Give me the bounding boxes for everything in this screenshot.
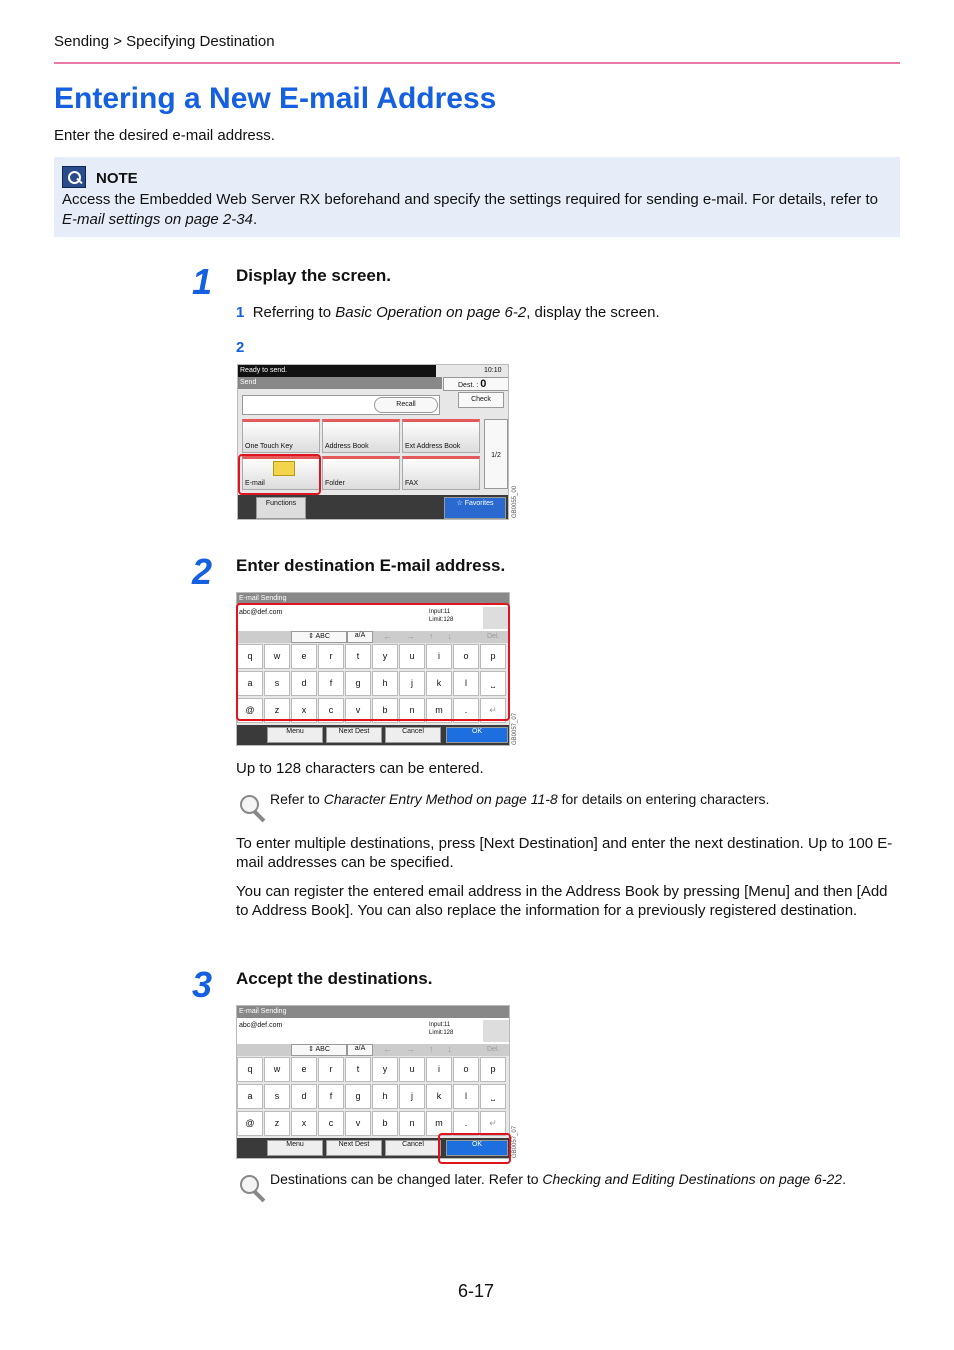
note-link[interactable]: E-mail settings on page 2-34: [62, 211, 253, 228]
cursor-arrows[interactable]: ←→↑↓: [383, 631, 466, 641]
kb-mode-row: [237, 1044, 510, 1056]
key-1-7[interactable]: u: [399, 644, 425, 669]
next-dest-button[interactable]: Next Dest: [326, 1140, 382, 1156]
step-3-number: 3: [192, 964, 213, 1005]
space-key[interactable]: ⎵: [480, 1084, 506, 1109]
key-2-1[interactable]: a: [237, 671, 263, 696]
key-1-6[interactable]: y: [372, 1057, 398, 1082]
clock: 10:10: [484, 367, 502, 374]
key-3-8[interactable]: m: [426, 1111, 452, 1136]
star-icon: ☆: [456, 500, 465, 507]
key-2-3[interactable]: d: [291, 1084, 317, 1109]
breadcrumb: Sending > Specifying Destination: [54, 33, 275, 50]
key-2-9[interactable]: l: [453, 671, 479, 696]
note-text: Access the Embedded Web Server RX beforehand and specify the settings required for sending e-mail. For details, refer to E-mail settings on page 2-34.: [62, 191, 878, 228]
char-entry-link[interactable]: Character Entry Method on page 11-8: [323, 791, 558, 807]
key-3-2[interactable]: z: [264, 1111, 290, 1136]
basic-operation-link[interactable]: Basic Operation on page 6-2: [335, 304, 527, 321]
key-2-5[interactable]: g: [345, 671, 371, 696]
key-3-1[interactable]: @: [237, 1111, 263, 1136]
key-2-2[interactable]: s: [264, 671, 290, 696]
menu-button[interactable]: Menu: [267, 727, 323, 743]
key-1-8[interactable]: i: [426, 1057, 452, 1082]
menu-button[interactable]: Menu: [267, 1140, 323, 1156]
screen-code: GB0055_00: [512, 485, 518, 518]
magnifier-icon: [237, 793, 267, 825]
key-2-4[interactable]: f: [318, 1084, 344, 1109]
dest-counter: Dest. : 0: [443, 377, 509, 391]
page-scroller[interactable]: [484, 419, 508, 489]
limit-text: Up to 128 characters can be entered.: [236, 760, 484, 777]
key-1-1[interactable]: q: [237, 1057, 263, 1082]
key-3-5[interactable]: v: [345, 698, 371, 723]
key-3-1[interactable]: @: [237, 698, 263, 723]
checking-link[interactable]: Checking and Editing Destinations on page 6-22: [542, 1171, 843, 1187]
key-3-2[interactable]: z: [264, 698, 290, 723]
page-number: 6-17: [458, 1281, 495, 1301]
abc-button[interactable]: ⇕ ABC: [291, 1044, 347, 1056]
key-2-1[interactable]: a: [237, 1084, 263, 1109]
key-2-5[interactable]: g: [345, 1084, 371, 1109]
kb-header: E-mail Sending: [237, 1006, 510, 1018]
multiple-dest-text: To enter multiple destinations, press [Next Destination] and enter the next destination. Up to 100 E-mail addresses can be specified.: [236, 835, 893, 871]
key-1-7[interactable]: u: [399, 1057, 425, 1082]
key-1-2[interactable]: w: [264, 644, 290, 669]
key-2-7[interactable]: j: [399, 1084, 425, 1109]
step-2-title: Enter destination E-mail address.: [236, 556, 506, 575]
enter-icon[interactable]: ↵: [480, 698, 506, 723]
key-2-8[interactable]: k: [426, 1084, 452, 1109]
ref-char-entry: Refer to Character Entry Method on page 11-8 for details on entering characters.: [270, 791, 770, 807]
kb-address: abc@def.com: [239, 1022, 283, 1029]
del-button[interactable]: Del.: [487, 1046, 500, 1053]
key-1-3[interactable]: e: [291, 644, 317, 669]
key-1-10[interactable]: p: [480, 1057, 506, 1082]
header-rule: [54, 62, 900, 64]
key-1-6[interactable]: y: [372, 644, 398, 669]
key-3-3[interactable]: x: [291, 1111, 317, 1136]
key-1-4[interactable]: r: [318, 644, 344, 669]
address-book-tile[interactable]: Address Book: [322, 419, 400, 453]
keyboard-highlight: [236, 603, 510, 721]
key-1-4[interactable]: r: [318, 1057, 344, 1082]
abc-button[interactable]: ⇕ ABC: [291, 631, 347, 643]
ref-checking: Destinations can be changed later. Refer to Checking and Editing Destinations on page 6-22.: [270, 1171, 846, 1187]
note-icon: [62, 166, 86, 188]
check-button[interactable]: Check: [458, 392, 504, 408]
mode-bar: Send: [238, 377, 442, 389]
cancel-button[interactable]: Cancel: [385, 1140, 441, 1156]
key-1-3[interactable]: e: [291, 1057, 317, 1082]
key-3-4[interactable]: c: [318, 698, 344, 723]
key-3-6[interactable]: b: [372, 698, 398, 723]
keyboard-code-2: GB0057_07: [512, 1125, 518, 1158]
key-3-6[interactable]: b: [372, 1111, 398, 1136]
key-3-5[interactable]: v: [345, 1111, 371, 1136]
key-2-7[interactable]: j: [399, 671, 425, 696]
kb-address: abc@def.com: [239, 609, 283, 616]
one-touch-key-tile[interactable]: One Touch Key: [242, 419, 320, 453]
key-1-5[interactable]: t: [345, 1057, 371, 1082]
ok-button[interactable]: OK: [446, 1140, 508, 1156]
bottom-bar: [238, 495, 509, 520]
step-1-title: Display the screen.: [236, 266, 391, 285]
ext-address-book-tile[interactable]: Ext Address Book: [402, 419, 480, 453]
key-1-10[interactable]: p: [480, 644, 506, 669]
cursor-arrows[interactable]: ←→↑↓: [383, 1044, 466, 1054]
key-3-7[interactable]: n: [399, 698, 425, 723]
key-1-9[interactable]: o: [453, 644, 479, 669]
step-1-number: 1: [192, 261, 213, 302]
kb-header: E-mail Sending: [237, 593, 510, 605]
key-3-7[interactable]: n: [399, 1111, 425, 1136]
keyboard-code: GB0057_07: [512, 712, 518, 745]
key-3-4[interactable]: c: [318, 1111, 344, 1136]
address-book-text: You can register the entered email address in the Address Book by pressing [Menu] and then [Add to Address Book]. You can also replace the information for a previously registered destination.: [236, 883, 888, 919]
step-1-sub-2-number: 2: [236, 339, 245, 356]
ok-highlight: [438, 1133, 511, 1164]
ok-button[interactable]: OK: [446, 727, 508, 743]
status-bar: Ready to send.: [238, 365, 436, 377]
key-2-6[interactable]: h: [372, 671, 398, 696]
send-screen: [237, 364, 509, 520]
key-2-4[interactable]: f: [318, 671, 344, 696]
recall-button[interactable]: Recall: [374, 397, 438, 413]
kb-counter: Input:11 Limit:128: [429, 609, 454, 623]
key-1-9[interactable]: o: [453, 1057, 479, 1082]
key-1-2[interactable]: w: [264, 1057, 290, 1082]
key-1-1[interactable]: q: [237, 644, 263, 669]
fax-tile[interactable]: FAX: [402, 456, 480, 490]
step-1-sub-1: 1 Referring to Basic Operation on page 6-2, display the screen.: [236, 304, 660, 321]
key-1-5[interactable]: t: [345, 644, 371, 669]
folder-tile[interactable]: Folder: [322, 456, 400, 490]
intro-text: Enter the desired e-mail address.: [54, 127, 275, 144]
magnifier-icon-2: [237, 1173, 267, 1205]
cancel-button[interactable]: Cancel: [385, 727, 441, 743]
page-indicator: 1/2: [491, 452, 501, 459]
enter-icon[interactable]: ↵: [480, 1111, 506, 1136]
email-highlight: [238, 454, 321, 495]
step-2-number: 2: [192, 551, 213, 592]
key-2-9[interactable]: l: [453, 1084, 479, 1109]
case-button[interactable]: a/A: [347, 1044, 373, 1056]
key-3-9[interactable]: .: [453, 1111, 479, 1136]
key-2-8[interactable]: k: [426, 671, 452, 696]
key-3-9[interactable]: .: [453, 698, 479, 723]
space-key[interactable]: ⎵: [480, 671, 506, 696]
key-2-3[interactable]: d: [291, 671, 317, 696]
note-label: NOTE: [96, 170, 138, 187]
case-button[interactable]: a/A: [347, 631, 373, 643]
key-2-2[interactable]: s: [264, 1084, 290, 1109]
del-button[interactable]: Del.: [487, 633, 500, 640]
key-1-8[interactable]: i: [426, 644, 452, 669]
note-box: [54, 157, 900, 237]
key-3-8[interactable]: m: [426, 698, 452, 723]
email-tile[interactable]: E-mail: [242, 456, 320, 490]
kb-counter: Input:11 Limit:128: [429, 1022, 454, 1036]
page-title: Entering a New E-mail Address: [54, 82, 497, 115]
key-3-3[interactable]: x: [291, 698, 317, 723]
backspace-icon[interactable]: [483, 1020, 509, 1042]
next-dest-button[interactable]: Next Dest: [326, 727, 382, 743]
functions-button[interactable]: Functions: [256, 497, 306, 519]
key-2-6[interactable]: h: [372, 1084, 398, 1109]
favorites-button[interactable]: ☆ Favorites: [444, 497, 506, 519]
step-3-title: Accept the destinations.: [236, 969, 433, 988]
